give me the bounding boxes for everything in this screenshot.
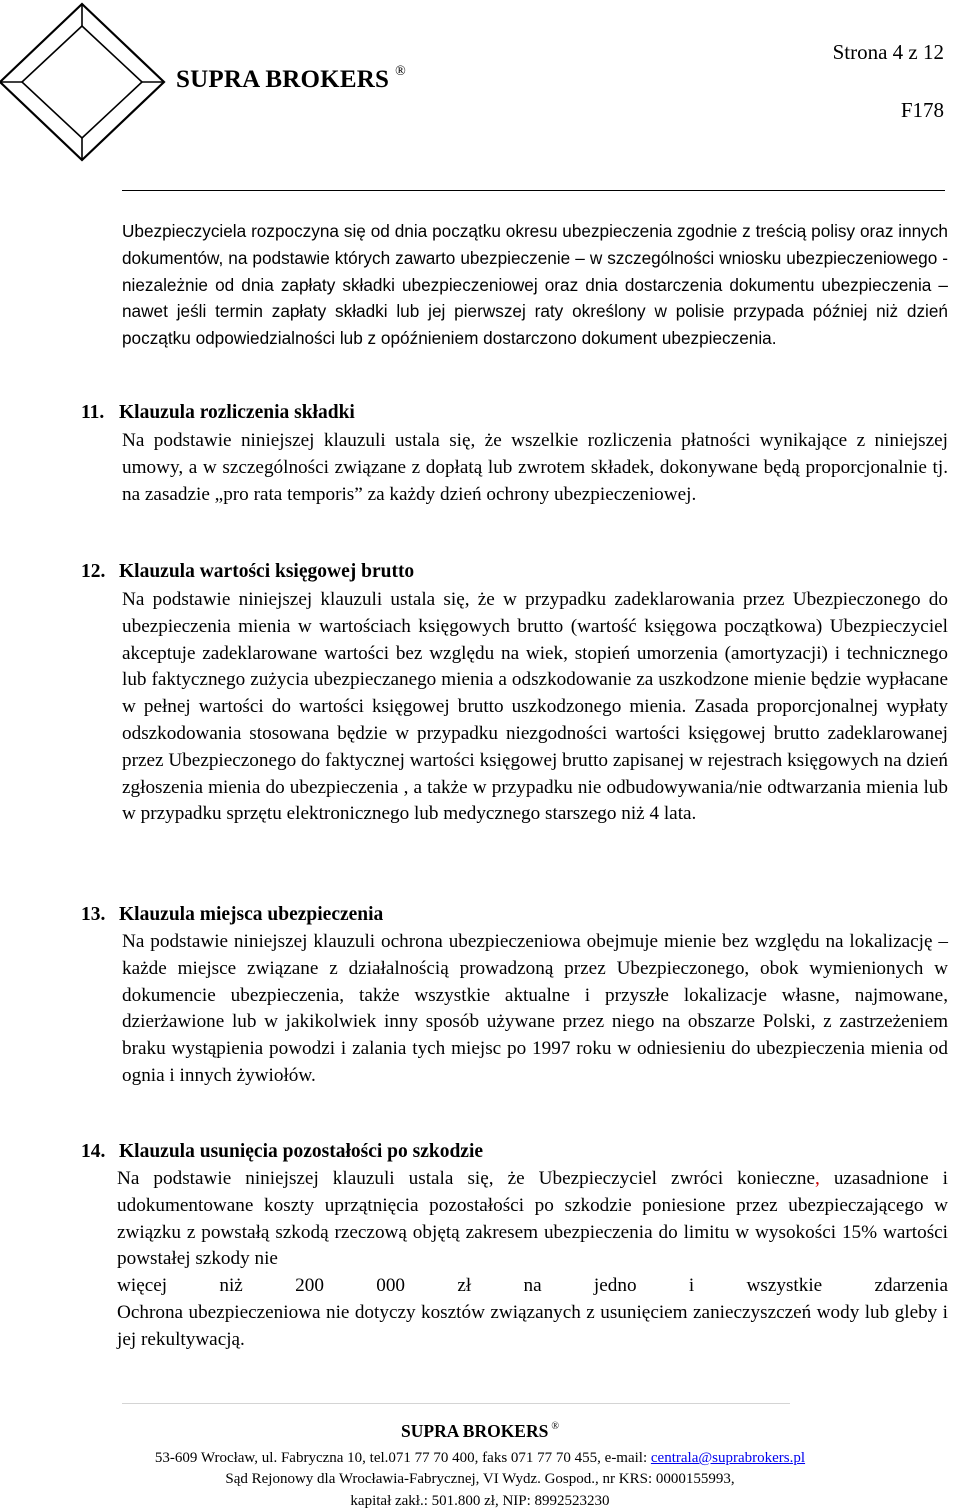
form-code: F178 [900, 98, 944, 122]
header-brand: SUPRA BROKERS ® [176, 64, 406, 93]
footer-brand: SUPRA BROKERS ® [401, 1421, 559, 1441]
footer-registered-mark: ® [551, 1421, 559, 1432]
clause-14-text: Na podstawie niniejszej klauzuli ustala się, że Ubezpieczyciel zwróci konieczne, uzasadnione i udokumentowane koszty uprzątnięcia pozostałości po szkodzie poniesione przez ubezpieczającego w związku z powstałą szkodą rzeczową objętą zakresem ubezpieczenia do limitu w wysokości 15% wartości powstałej szkody nie więcej niż 200 000 zł na jedno i wszystkie zdarzenia [117, 1168, 949, 1297]
clause-11-text: Na podstawie niniejszej klauzuli ustala się, że wszelkie rozliczenia płatności wynikające z niniejszej umowy, a w szczególności związane z dopłatą lub zwrotem składek, dokonywane będą proporcjonalnie tj. na zasadzie „pro rata temporis” za każdy dzień ochrony ubezpieczeniowej. [122, 430, 949, 505]
footer-court: Sąd Rejonowy dla Wrocławia-Fabrycznej, VI Wydz. Gospod., nr KRS: 0000155993, [225, 1471, 735, 1487]
footer-address: 53-609 Wrocław, ul. Fabryczna 10, tel.071 77 70 400, faks 071 77 70 455, e-mail: centrala@suprabrokers.pl [154, 1450, 806, 1466]
clause-12-heading: 12. Klauzula wartości księgowej brutto [81, 561, 415, 582]
header-divider [122, 190, 945, 191]
footer-capital: kapitał zakł.: 501.800 zł, NIP: 8992523230 [350, 1493, 610, 1509]
clause-14-text-2: Ochrona ubezpieczeniowa nie dotyczy kosztów związanych z usunięciem zanieczyszczeń wody lub gleby i jej rekultywacją. [117, 1302, 949, 1350]
registered-mark: ® [395, 64, 406, 79]
clause-13-heading: 13. Klauzula miejsca ubezpieczenia [81, 904, 384, 925]
supra-brokers-logo [0, 0, 170, 165]
clause-13-text: Na podstawie niniejszej klauzuli ochrona ubezpieczeniowa obejmuje mienie bez względu na lokalizację – każde miejsce związane z działalnością prowadzoną przez Ubezpieczonego, obok wymienionych w dokumencie ubezpieczenia, także wszystkie aktualne i przyszłe lokalizacje własne, najmowane, dzierżawione lub w jakikolwiek inny sposób używane przez niego na obszarze Polski, z zastrzeżeniem braku wystąpienia powodzi i zalania tych miejsc po 1997 roku w odniesieniu do ubezpieczenia mienia od ognia i innych żywiołów. [122, 931, 949, 1086]
clause-11-heading: 11. Klauzula rozliczenia składki [81, 402, 355, 423]
footer-divider [122, 1403, 790, 1404]
clause-14-heading: 14. Klauzula usunięcia pozostałości po szkodzie [81, 1141, 484, 1162]
red-comma: , [814, 1168, 820, 1189]
page-number: Strona 4 z 12 [832, 40, 944, 64]
footer-email-link[interactable]: centrala@suprabrokers.pl [650, 1450, 806, 1466]
intro-paragraph: Ubezpieczyciela rozpoczyna się od dnia początku okresu ubezpieczenia zgodnie z treścią polisy oraz innych dokumentów, na podstawie których zawarto ubezpieczenie – w szczególności wniosku ubezpieczeniowego - niezależnie od dnia zapłaty składki ubezpieczeniowej oraz dnia dostarczenia dokumentu ubezpieczenia – nawet jeśli termin zapłaty składki lub jej pierwszej raty określony w polisie przypada później niż dzień początku odpowiedzialności lub z opóźnieniem dostarczono dokument ubezpieczenia. [122, 221, 949, 349]
clause-12-text: Na podstawie niniejszej klauzuli ustala się, że w przypadku zadeklarowania przez Ubezpieczonego do ubezpieczenia mienia w wartościach księgowych brutto (wartość księgowa początkowa) Ubezpieczyciel akceptuje zadeklarowane wartości bez względu na wiek, stopień umorzenia (amortyzacji) i technicznego lub faktycznego zużycia ubezpieczanego mienia a odszkodowanie za uszkodzone mienie będzie wypłacane w pełnej wartości do wartości księgowej brutto uszkodzonego mienia. Zasada proporcjonalnej wypłaty odszkodowania stosowana będzie w przypadku niezgodności wartości księgowej brutto zadeklarowanej przez Ubezpieczonego do faktycznej wartości księgowej brutto zapisanej w rejestrach księgowych na dzień zgłoszenia mienia do ubezpieczenia , a także w przypadku nie odbudowywania/nie odtwarzania mienia lub w przypadku sprzętu elektronicznego lub medycznego starszego niż 4 lata. [122, 589, 949, 825]
